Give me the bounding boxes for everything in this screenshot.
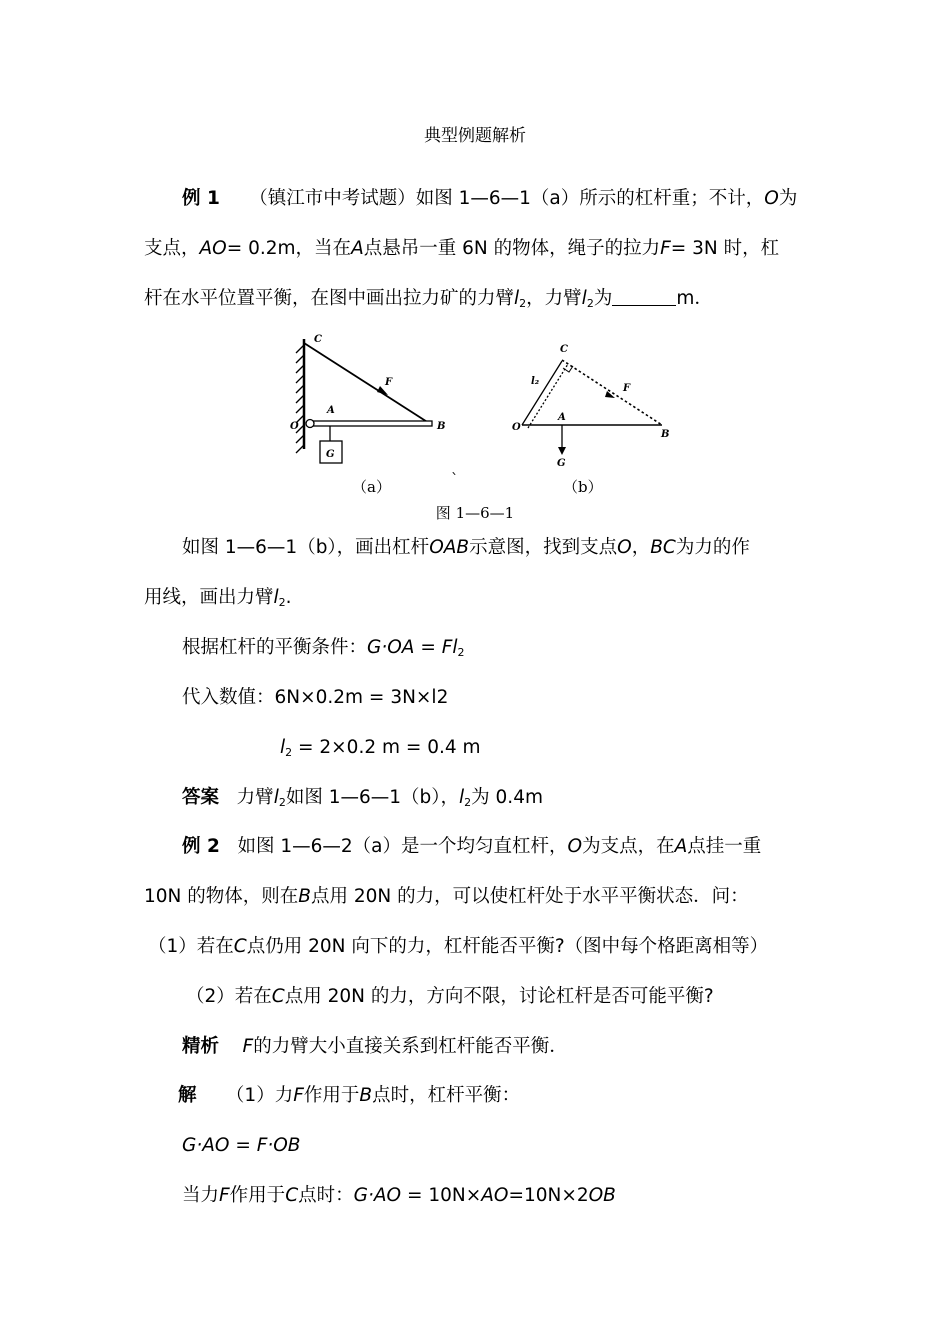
- var: OAB: [429, 537, 470, 558]
- var: B: [359, 1085, 373, 1106]
- solution-1-line-3: [182, 639, 465, 658]
- label-B: B: [437, 421, 446, 432]
- label-G: G: [326, 449, 335, 460]
- var: OB: [588, 1185, 616, 1206]
- question-1: [148, 938, 768, 957]
- example-1-line-1: [182, 190, 797, 209]
- text: 作用于: [303, 1085, 360, 1106]
- var: B: [298, 886, 311, 907]
- solution-2-line-1: [178, 1087, 520, 1106]
- subscript: 2: [519, 297, 527, 310]
- var: l: [459, 787, 465, 808]
- text: ，力臂: [526, 288, 582, 309]
- var: Fl: [441, 637, 458, 658]
- text: = 10N×: [401, 1185, 482, 1206]
- solution-1-line-1: [182, 539, 750, 558]
- figure-a-diagram: [290, 334, 445, 463]
- var: AO: [481, 1185, 509, 1206]
- subscript: 2: [457, 646, 465, 659]
- text: 点挂一重: [687, 836, 762, 857]
- example-2-line-1: [182, 838, 761, 857]
- text: 如图 1—6—1（b），: [285, 787, 460, 808]
- text: 杆在水平位置平衡，在图中画出拉力矿的力臂: [144, 288, 515, 309]
- stray-mark: `: [451, 470, 459, 488]
- text: 10N 的物体，则在: [144, 886, 299, 907]
- var: O: [567, 836, 583, 857]
- example-1-line-3: [144, 290, 713, 309]
- var: O: [617, 537, 632, 558]
- label-O: O: [290, 421, 299, 432]
- text: （镇江市中考试题）如图 1—6—1（a）所示的杠杆重；不计，: [249, 188, 765, 209]
- text: 的力臂大小直接关系到杠杆能否平衡．: [253, 1036, 568, 1057]
- text: （2）若在: [186, 986, 272, 1007]
- var: l: [273, 587, 279, 608]
- var: A: [674, 836, 688, 857]
- solution-1-line-4: 代入数值：6N×0.2m = 3N×l2: [182, 687, 449, 708]
- subscript: 2: [586, 297, 594, 310]
- answer-line: [182, 789, 543, 808]
- text: 为: [778, 188, 798, 209]
- var: O: [764, 188, 779, 209]
- text: 点时，杠杆平衡：: [372, 1085, 521, 1106]
- label-A: A: [327, 405, 335, 416]
- subscript: 2: [285, 746, 293, 759]
- label-A: A: [558, 412, 566, 423]
- label-F: F: [623, 383, 631, 394]
- text: 为: [593, 288, 613, 309]
- text: m．: [676, 288, 713, 309]
- text: =10N×2: [508, 1185, 589, 1206]
- text: .: [285, 587, 292, 608]
- figure-a-caption: （a）: [352, 478, 391, 496]
- text: 当力: [182, 1185, 220, 1206]
- question-2: [186, 988, 714, 1007]
- label-C: C: [314, 334, 322, 345]
- subscript: 2: [278, 796, 286, 809]
- solution-label: 解: [178, 1085, 197, 1106]
- text: 为 0.4m: [471, 787, 543, 808]
- var: C: [233, 936, 247, 957]
- answer-blank: [612, 291, 676, 306]
- equation-1: [182, 1137, 300, 1156]
- answer-label: 答案: [182, 787, 220, 808]
- var: G·AO: [353, 1185, 402, 1206]
- text: 为支点，在: [582, 836, 675, 857]
- subscript: 2: [464, 796, 472, 809]
- var: C: [271, 986, 285, 1007]
- solution-1-line-2: [144, 589, 292, 608]
- var: G·OA: [367, 637, 415, 658]
- var: F: [293, 1085, 304, 1106]
- text: 用线，画出力臂: [144, 587, 274, 608]
- text: 如图 1—6—2（a）是一个均匀直杠杆，: [237, 836, 568, 857]
- var: l: [273, 787, 279, 808]
- text: 为力的作: [675, 537, 750, 558]
- example-2-label: 例 2: [182, 836, 220, 857]
- var: C: [285, 1185, 299, 1206]
- example-1-label: 例 1: [182, 188, 220, 209]
- page-title: 典型例题解析: [424, 126, 526, 146]
- figure-caption: 图 1—6—1: [435, 504, 515, 522]
- text: = 2×0.2 m = 0.4 m: [292, 737, 481, 758]
- analysis-label: 精析: [182, 1036, 220, 1057]
- text: （1）力: [225, 1085, 294, 1106]
- text: 点时：: [298, 1185, 354, 1206]
- text: 点仍用 20N 向下的力，杠杆能否平衡?（图中每个格距离相等）: [246, 936, 769, 957]
- text: ，: [631, 537, 651, 558]
- figure-b-caption: （b）: [563, 478, 603, 496]
- text: 支点，: [144, 238, 200, 259]
- label-C: C: [560, 344, 568, 355]
- figure-1-6-1: [280, 325, 680, 485]
- var: l: [280, 737, 286, 758]
- var: BC: [650, 537, 676, 558]
- text: 示意图，找到支点: [469, 537, 618, 558]
- label-l2: l₂: [531, 376, 540, 387]
- analysis-line: [182, 1038, 568, 1057]
- text: 作用于: [229, 1185, 286, 1206]
- figure-b-diagram: [512, 344, 669, 469]
- text: 点用 20N 的力，方向不限，讨论杠杆是否可能平衡?: [284, 986, 714, 1007]
- equation: G·AO = F·OB: [182, 1135, 301, 1156]
- var: F: [219, 1185, 230, 1206]
- example-1-line-2: [144, 240, 779, 259]
- var: A: [351, 238, 364, 259]
- text: 根据杠杆的平衡条件：: [182, 637, 368, 658]
- text: 如图 1—6—1（b），画出杠杆: [182, 537, 430, 558]
- solution-1-line-5: [280, 739, 481, 758]
- label-O: O: [512, 422, 521, 433]
- text: （1）若在: [148, 936, 234, 957]
- subscript: 2: [278, 596, 286, 609]
- var: F: [660, 238, 671, 259]
- var: F: [242, 1036, 254, 1057]
- label-G: G: [557, 458, 566, 469]
- label-B: B: [661, 429, 670, 440]
- var: AO: [199, 238, 227, 259]
- text: 力臂: [236, 787, 274, 808]
- text: 点悬吊一重 6N 的物体，绳子的拉力: [363, 238, 661, 259]
- text: 点用 20N 的力，可以使杠杆处于水平平衡状态．问：: [310, 886, 749, 907]
- text: = 0.2m，当在: [226, 238, 352, 259]
- var: l: [514, 288, 520, 309]
- var: l: [581, 288, 587, 309]
- equation-2: [182, 1187, 616, 1206]
- example-2-line-2: [144, 888, 749, 907]
- text: =: [414, 637, 442, 658]
- label-F: F: [385, 377, 393, 388]
- text: = 3N 时，杠: [670, 238, 780, 259]
